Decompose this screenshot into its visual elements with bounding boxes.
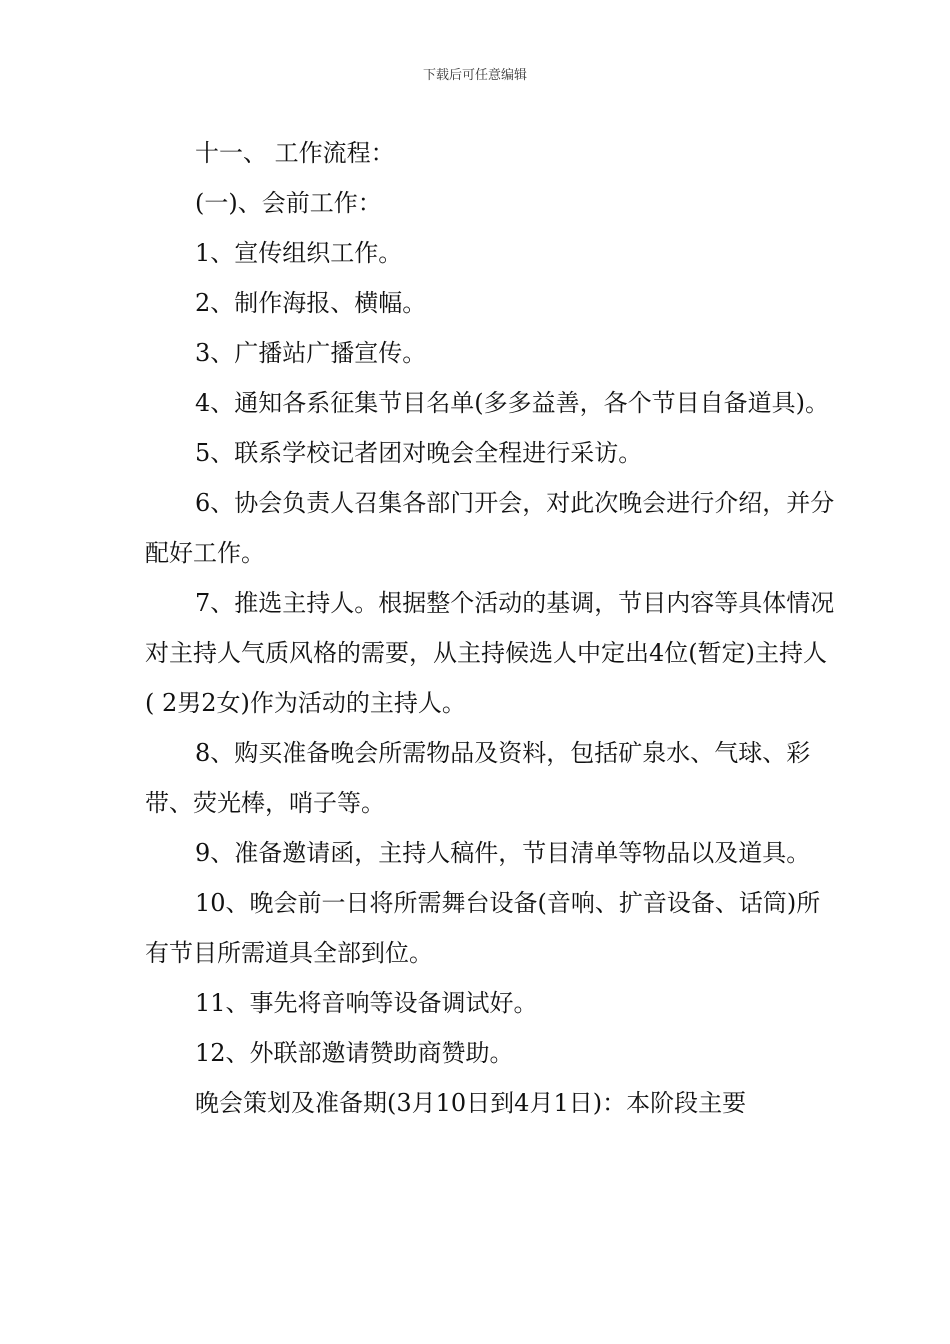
list-item: 2、制作海报、横幅。 — [195, 289, 427, 317]
list-item: 1、宣传组织工作。 — [195, 239, 403, 267]
list-item: 3、广播站广播宣传。 — [195, 339, 427, 367]
list-item: 5、联系学校记者团对晚会全程进行采访。 — [195, 439, 643, 467]
page-header-note: 下载后可任意编辑 — [422, 68, 527, 83]
list-item: 8、购买准备晚会所需物品及资料，包括矿泉水、气球、彩带、荧光棒，哨子等。 — [145, 739, 811, 817]
subsection-heading: (一)、会前工作： — [195, 189, 382, 217]
list-item: 6、协会负责人召集各部门开会，对此次晚会进行介绍，并分配好工作。 — [145, 489, 835, 567]
list-item: 9、准备邀请函，主持人稿件，节目清单等物品以及道具。 — [195, 839, 811, 867]
list-item: 7、推选主持人。根据整个活动的基调，节目内容等具体情况对主持人气质风格的需要，从主持候选人中定出4位(暂定)主持人( 2男2女)作为活动的主持人。 — [145, 589, 835, 717]
document-body — [145, 128, 835, 1128]
list-item: 11、事先将音响等设备调试好。 — [195, 989, 538, 1017]
list-item: 10、晚会前一日将所需舞台设备(音响、扩音设备、话筒)所有节目所需道具全部到位。 — [145, 889, 821, 967]
list-item: 4、通知各系征集节目名单(多多益善，各个节目自备道具)。 — [195, 389, 829, 417]
list-item: 12、外联部邀请赞助商赞助。 — [195, 1039, 514, 1067]
body-paragraph: 晚会策划及准备期(3月10日到4月1日)：本阶段主要 — [195, 1089, 747, 1117]
section-heading: 十一、 工作流程： — [195, 139, 395, 167]
